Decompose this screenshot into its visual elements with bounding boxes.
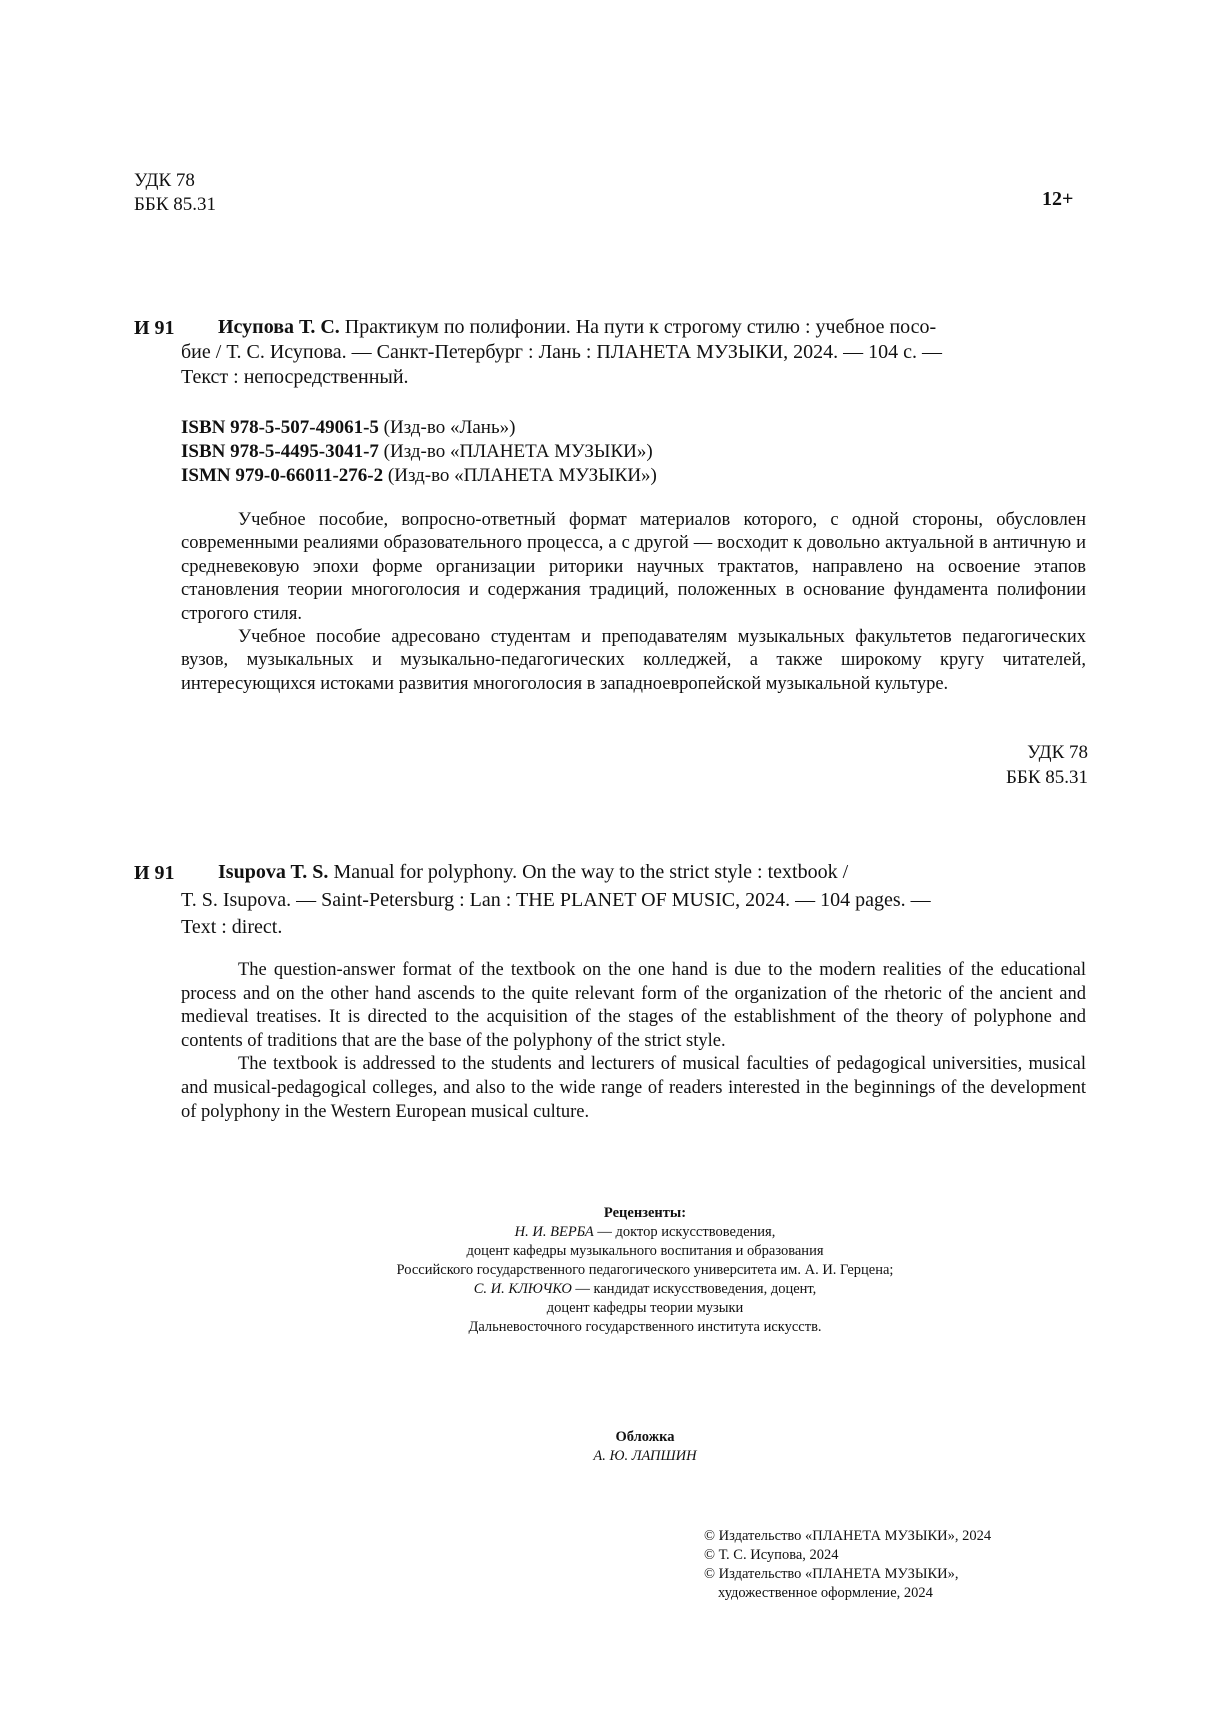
cover-title: Обложка <box>615 1429 675 1445</box>
top-udk: УДК 78 <box>134 170 195 191</box>
age-rating: 12+ <box>1042 188 1074 210</box>
ismn-line: ISMN 979-0-66011-276-2 (Изд-во «ПЛАНЕТА МУЗЫКИ») <box>181 465 657 486</box>
ru-entry-author: Исупова Т. С. <box>218 316 340 338</box>
udk-right-udk: УДК 78 <box>1027 742 1088 763</box>
ru-abstract <box>181 509 1086 696</box>
ru-abstract-paragraph-1: Учебное пособие, вопросно-ответный формат материалов которого, с одной стороны, обусловлен современными реалиями образовательного процесса, а с другой — восходит к довольно актуальной в античную и средневековую эпохи форме организации риторики научных трактатов, направлено на освоение этапов становления теории многоголосия и содержания традиций, положенных в основание фундамента полифонии строгого стиля. <box>181 510 1086 624</box>
en-abstract <box>181 959 1086 1124</box>
copyright-line-1: © Издательство «ПЛАНЕТА МУЗЫКИ», 2024 <box>704 1528 992 1544</box>
isbn-list <box>181 416 657 488</box>
reviewer-1-name: Н. И. ВЕРБА <box>514 1224 594 1240</box>
en-abstract-paragraph-1: The question-answer format of the textbook on the one hand is due to the modern realities of the educational process and on the other hand ascends to the quite relevant form of the organization of the rhetoric of the ancient and medieval treatises. It is directed to the acquisition of the stages of the establishment of the theory of polyphone and contents of traditions that are the base of the polyphony of the strict style. <box>181 960 1086 1051</box>
top-bbk: ББК 85.31 <box>134 194 216 215</box>
udk-right-bbk: ББК 85.31 <box>1006 767 1088 788</box>
cover-block <box>300 1428 990 1466</box>
en-abstract-paragraph-2: The textbook is addressed to the students and lecturers of musical faculties of pedagogical universities, musical and musical-pedagogical colleges, and also to the wide range of readers interested in the beginnings of the development of polyphony in the Western European musical culture. <box>181 1054 1086 1122</box>
reviewers-block <box>300 1204 990 1337</box>
isbn-line-1: ISBN 978-5-507-49061-5 (Изд-во «Лань») <box>181 417 516 438</box>
ru-entry-line1: Практикум по полифонии. На пути к строгому стилю : учебное посо- <box>339 316 937 338</box>
ru-entry-code: И 91 <box>134 317 175 339</box>
reviewer-2-line2: доцент кафедры теории музыки <box>546 1300 744 1316</box>
udk-right-block <box>981 740 1088 790</box>
en-entry-continuation <box>181 887 1087 941</box>
en-entry-line3: Text : direct. <box>181 916 283 938</box>
reviewer-2: С. И. КЛЮЧКО — кандидат искусствоведения, доцент, <box>473 1281 817 1297</box>
ru-abstract-paragraph-2: Учебное пособие адресовано студентам и преподавателям музыкальных факультетов педагогических вузов, музыкальных и музыкально-педагогических колледжей, а также широкому кругу читателей, интересующихся истоками развития многоголосия в западноевропейской музыкальной культуре. <box>181 627 1086 694</box>
ru-entry-line3: Текст : непосредственный. <box>181 366 409 388</box>
isbn-line-2: ISBN 978-5-4495-3041-7 (Изд-во «ПЛАНЕТА МУЗЫКИ») <box>181 441 653 462</box>
reviewer-1-line2: доцент кафедры музыкального воспитания и образования <box>466 1243 824 1259</box>
reviewer-2-name: С. И. КЛЮЧКО <box>473 1281 572 1297</box>
cover-designer-name: А. Ю. ЛАПШИН <box>593 1448 697 1464</box>
ru-bibliographic-entry <box>218 315 1087 340</box>
en-entry-line2: T. S. Isupova. — Saint-Petersburg : Lan : THE PLANET OF MUSIC, 2024. — 104 pages. — <box>181 889 931 911</box>
reviewer-2-line3: Дальневосточного государственного института искусств. <box>468 1319 822 1335</box>
en-entry-author: Isupova T. S. <box>218 861 329 883</box>
copyright-line-2: © Т. С. Исупова, 2024 <box>704 1547 839 1563</box>
reviewer-1-line3: Российского государственного педагогического университета им. А. И. Герцена; <box>396 1262 894 1278</box>
en-bibliographic-entry <box>218 860 1087 885</box>
reviewers-title: Рецензенты: <box>603 1205 687 1221</box>
ru-entry-continuation <box>181 340 1087 390</box>
ru-entry-line2: бие / Т. С. Исупова. — Санкт-Петербург : Лань : ПЛАНЕТА МУЗЫКИ, 2024. — 104 с. — <box>181 341 942 363</box>
copyright-line-4: художественное оформление, 2024 <box>718 1585 933 1601</box>
en-entry-code: И 91 <box>134 862 175 884</box>
copyright-block <box>704 1527 991 1603</box>
reviewer-1: Н. И. ВЕРБА — доктор искусствоведения, <box>514 1224 776 1240</box>
top-classification <box>134 169 216 217</box>
en-entry-line1: Manual for polyphony. On the way to the strict style : textbook / <box>328 861 849 883</box>
copyright-line-3: © Издательство «ПЛАНЕТА МУЗЫКИ», <box>704 1566 959 1582</box>
